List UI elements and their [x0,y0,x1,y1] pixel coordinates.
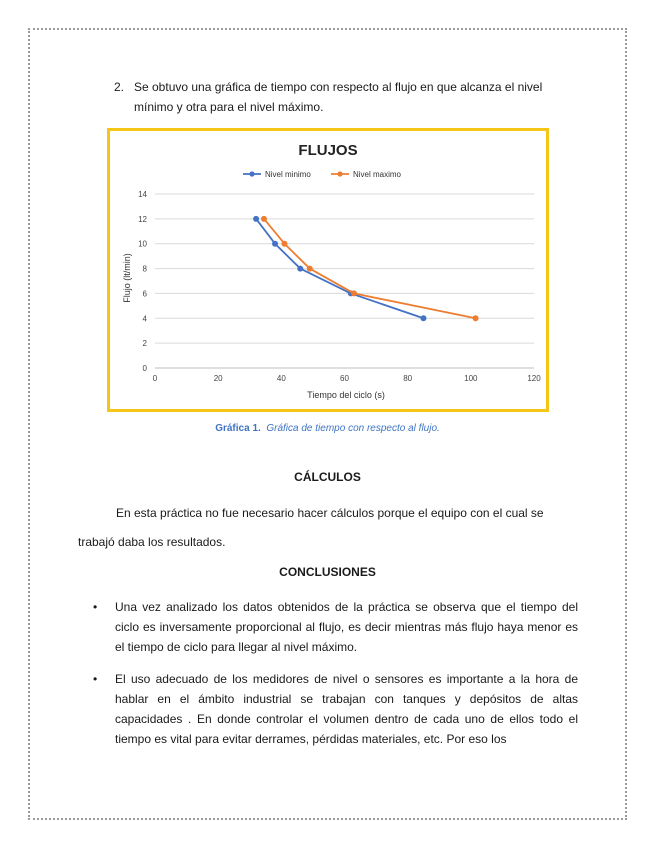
data-point [261,216,267,222]
item-text: Se obtuvo una gráfica de tiempo con respecto al flujo en que alcanza el nivel mínimo y otra para el nivel máximo. [134,80,543,114]
y-tick-label: 2 [142,339,147,349]
legend-marker [249,171,254,176]
x-tick-label: 0 [152,374,158,383]
caption-label: Gráfica 1. [215,423,261,434]
bullet-icon: • [93,600,98,614]
x-tick-label: 80 [403,374,413,383]
x-tick-label: 100 [464,374,478,383]
legend-label: Nivel maximo [353,170,402,179]
list-item-text: Una vez analizado los datos obtenidos de la práctica se observa que el tiempo del ciclo es inversamente proporcional al flujo, es decir mientras más flujo haya menor es el tiempo de ciclo para llegar al nivel máximo. [115,600,578,654]
calculos-heading: CÁLCULOS [294,470,361,484]
bullet-icon: • [93,672,98,686]
caption-text: Gráfica de tiempo con respecto al flujo. [266,423,440,434]
list-item [93,597,578,657]
chart-title: FLUJOS [298,142,358,159]
list-item-text: El uso adecuado de los medidores de nivel o sensores es importante a la hora de hablar en el ámbito industrial se trabajan con tanques y depósitos de altas capacidades . En donde controlar el volumen dentro de cada uno de ellos todo el tiempo es vital para evitar derrames, pérdidas materiales, etc. Por eso los [115,672,578,746]
data-point [473,315,479,321]
y-tick-label: 4 [142,314,147,324]
flujos-chart [110,131,546,409]
y-tick-label: 0 [142,364,147,373]
data-point [253,216,259,222]
conclusiones-heading: CONCLUSIONES [279,565,376,579]
figure-caption [0,423,655,434]
y-tick-label: 10 [138,239,147,249]
y-tick-label: 6 [142,289,147,299]
chart-grid [155,194,534,368]
data-point [272,241,278,247]
data-point [297,266,303,272]
data-point [281,241,287,247]
y-axis-label: Flujo (lt/min) [122,253,132,303]
x-tick-label: 40 [276,374,286,383]
data-point [420,315,426,321]
item-number: 2. [114,80,125,94]
y-tick-label: 12 [138,214,147,224]
data-point [307,266,313,272]
y-tick-label: 8 [142,264,147,274]
conclusiones-list [93,597,578,761]
numbered-item [114,77,584,117]
list-item [93,669,578,749]
chart-frame [107,128,549,412]
x-tick-label: 20 [213,374,223,383]
x-tick-label: 120 [527,374,541,383]
calculos-text: En esta práctica no fue necesario hacer cálculos porque el equipo con el cual se trabajó daba los resultados. [78,506,544,549]
y-tick-label: 14 [138,190,147,199]
x-axis-label: Tiempo del ciclo (s) [307,390,385,400]
calculos-paragraph [78,499,576,557]
chart-legend [243,170,402,179]
data-point [351,290,357,296]
legend-marker [337,171,342,176]
x-tick-label: 60 [340,374,349,383]
legend-label: Nivel minimo [265,170,311,179]
